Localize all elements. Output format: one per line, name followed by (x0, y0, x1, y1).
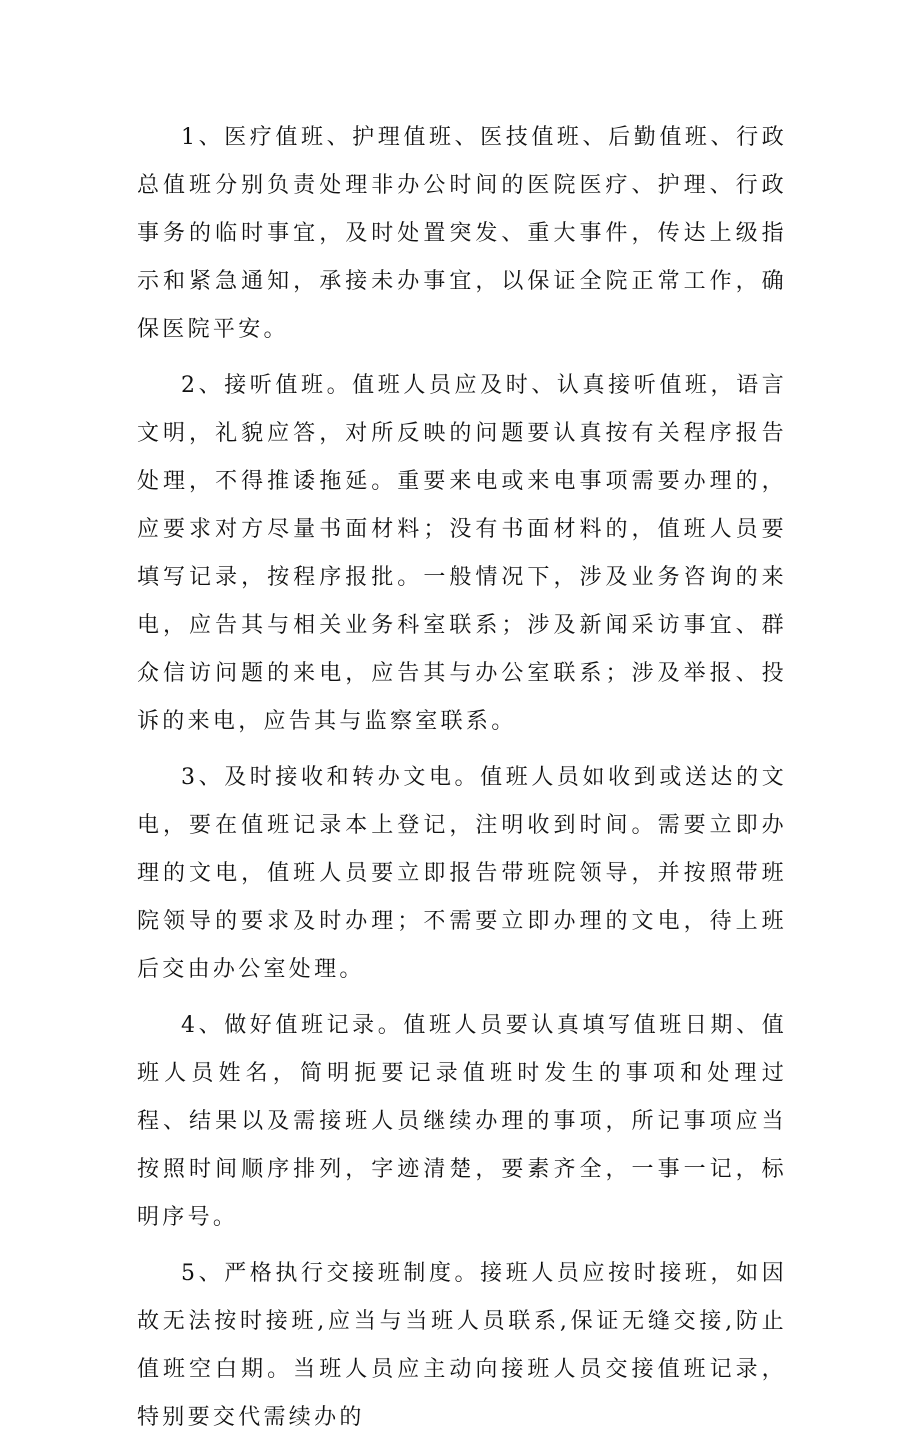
paragraph-5: 5、严格执行交接班制度。接班人员应按时接班，如因故无法按时接班,应当与当班人员联系,保证无缝交接,防止值班空白期。当班人员应主动向接班人员交接值班记录，特别要交代需续办的 (137, 1261, 787, 1430)
document-body (137, 114, 787, 1450)
paragraph-2: 2、接听值班。值班人员应及时、认真接听值班，语言文明，礼貌应答，对所反映的问题要认真按有关程序报告处理，不得推诿拖延。重要来电或来电事项需要办理的，应要求对方尽量书面材料；没有书面材料的，值班人员要填写记录，按程序报批。一般情况下，涉及业务咨询的来电，应告其与相关业务科室联系；涉及新闻采访事宜、群众信访问题的来电，应告其与办公室联系；涉及举报、投诉的来电，应告其与监察室联系。 (137, 373, 787, 734)
paragraph-3: 3、及时接收和转办文电。值班人员如收到或送达的文电，要在值班记录本上登记，注明收到时间。需要立即办理的文电，值班人员要立即报告带班院领导，并按照带班院领导的要求及时办理；不需要立即办理的文电，待上班后交由办公室处理。 (137, 765, 787, 982)
paragraph-4: 4、做好值班记录。值班人员要认真填写值班日期、值班人员姓名，简明扼要记录值班时发生的事项和处理过程、结果以及需接班人员继续办理的事项，所记事项应当按照时间顺序排列，字迹清楚，要素齐全，一事一记，标明序号。 (137, 1013, 787, 1230)
paragraph-1: 1、医疗值班、护理值班、医技值班、后勤值班、行政总值班分别负责处理非办公时间的医院医疗、护理、行政事务的临时事宜，及时处置突发、重大事件，传达上级指示和紧急通知，承接未办事宜，以保证全院正常工作，确保医院平安。 (137, 125, 787, 342)
